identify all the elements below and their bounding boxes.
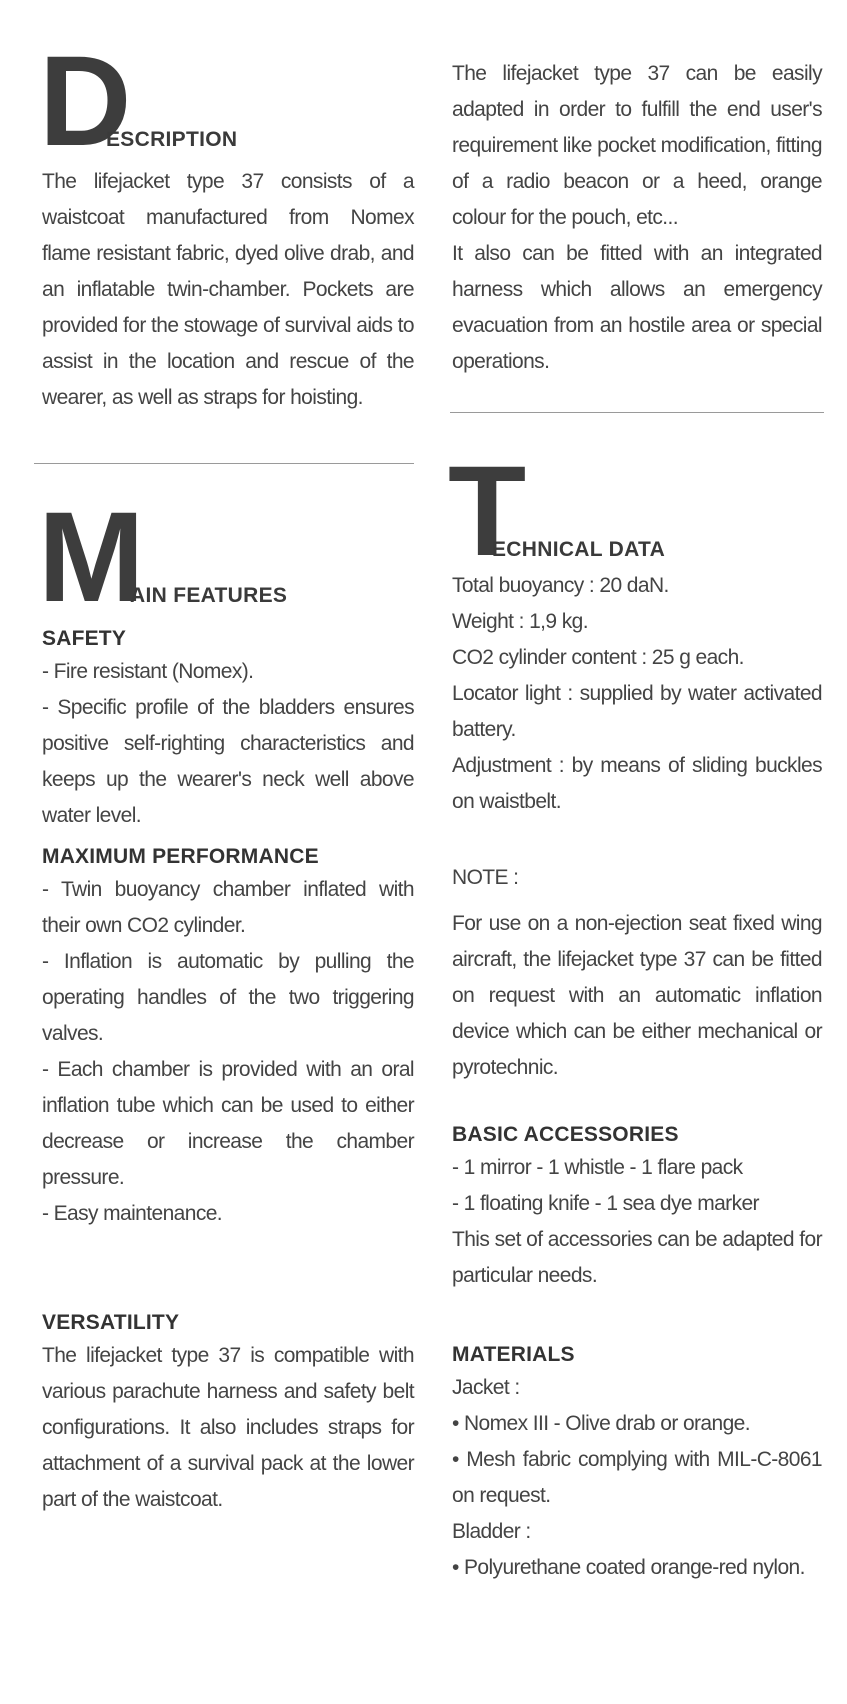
technical-data-line: Weight : 1,9 kg. — [452, 610, 588, 633]
basic-accessories-line: - 1 mirror - 1 whistle - 1 flare pack — [452, 1156, 743, 1179]
technical-data-line: CO2 cylinder content : 25 g each. — [452, 646, 744, 669]
description-dropcap: D — [39, 30, 132, 173]
adaptation-section — [452, 56, 822, 380]
max-performance-title: MAXIMUM PERFORMANCE — [42, 845, 319, 868]
adaptation-para2: It also can be fitted with an integrated harness which allows an emergency evacuation from an hostile area or special operations. — [452, 242, 822, 373]
note-label: NOTE : — [452, 866, 519, 889]
safety-item: - Specific profile of the bladders ensures positive self-righting characteristics and keeps up the wearer's neck well above water level. — [42, 696, 414, 827]
safety-section — [42, 624, 414, 834]
divider-left — [34, 463, 414, 464]
basic-accessories-title: BASIC ACCESSORIES — [452, 1123, 679, 1146]
adaptation-para1: The lifejacket type 37 can be easily adapted in order to fulfill the end user's requirement like pocket modification, fitting of a radio beacon or a heed, orange colour for the pouch, etc... — [452, 62, 822, 229]
materials-title: MATERIALS — [452, 1343, 575, 1366]
note-body: For use on a non-ejection seat fixed wing aircraft, the lifejacket type 37 can be fitted on request with an automatic inflation device which can be either mechanical or pyrotechnic. — [452, 912, 822, 1079]
jacket-item: • Mesh fabric complying with MIL-C-8061 on request. — [452, 1448, 822, 1507]
basic-accessories-line: - 1 floating knife - 1 sea dye marker — [452, 1192, 759, 1215]
technical-data-line: Total buoyancy : 20 daN. — [452, 574, 669, 597]
bladder-label: Bladder : — [452, 1520, 531, 1543]
max-performance-item: - Inflation is automatic by pulling the operating handles of the two triggering valves. — [42, 950, 414, 1045]
technical-data-line: Locator light : supplied by water activated battery. — [452, 682, 822, 741]
max-performance-section — [42, 842, 414, 1232]
description-heading: ESCRIPTION — [106, 128, 238, 151]
versatility-title: VERSATILITY — [42, 1311, 180, 1334]
max-performance-item: - Twin buoyancy chamber inflated with their own CO2 cylinder. — [42, 878, 414, 937]
technical-data-heading: ECHNICAL DATA — [492, 538, 666, 561]
max-performance-item: - Easy maintenance. — [42, 1202, 223, 1225]
main-features-heading: AIN FEATURES — [130, 584, 288, 607]
jacket-item: • Nomex III - Olive drab or orange. — [452, 1412, 750, 1435]
safety-title: SAFETY — [42, 627, 127, 650]
basic-accessories-body: This set of accessories can be adapted for particular needs. — [452, 1228, 822, 1287]
max-performance-item: - Each chamber is provided with an oral inflation tube which can be used to either decrease or increase the chamber pressure. — [42, 1058, 414, 1189]
main-features-dropcap: M — [38, 486, 145, 629]
versatility-body: The lifejacket type 37 is compatible with various parachute harness and safety belt configurations. It also includes straps for attachment of a survival pack at the lower part of the waistcoat. — [42, 1344, 414, 1511]
jacket-label: Jacket : — [452, 1376, 520, 1399]
basic-accessories-section — [452, 1120, 822, 1294]
technical-data-list — [452, 568, 822, 820]
versatility-section — [42, 1308, 414, 1518]
technical-data-line: Adjustment : by means of sliding buckles on waistbelt. — [452, 754, 822, 813]
bladder-item: • Polyurethane coated orange-red nylon. — [452, 1556, 805, 1579]
divider-right — [450, 412, 824, 413]
technical-data-dropcap: T — [448, 440, 527, 583]
description-body: The lifejacket type 37 consists of a waistcoat manufactured from Nomex flame resistant fabric, dyed olive drab, and an inflatable twin-chamber. Pockets are provided for the stowage of survival aids to assist in the location and rescue of the wearer, as well as straps for hoisting. — [42, 170, 414, 409]
materials-section — [452, 1340, 822, 1586]
safety-item: - Fire resistant (Nomex). — [42, 660, 254, 683]
